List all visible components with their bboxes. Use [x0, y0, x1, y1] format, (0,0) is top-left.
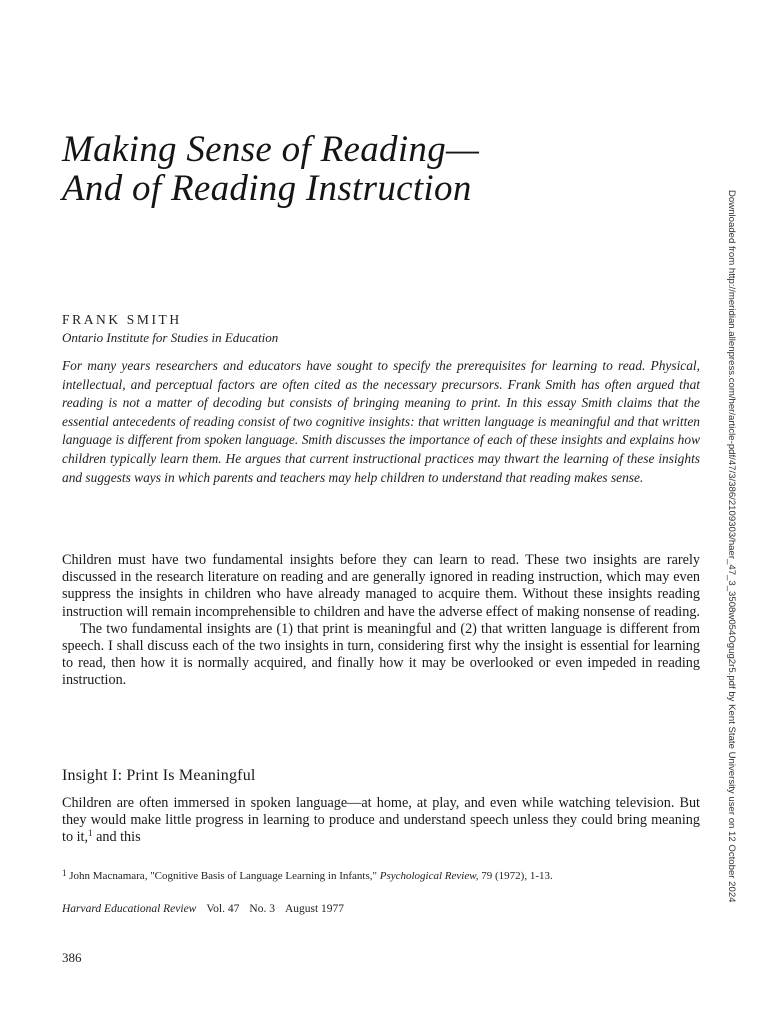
intro-paragraph-2: The two fundamental insights are (1) that print is meaningful and (2) that written language is different from speech. I shall discuss each of the two insights in turn, considering first why the insight is essential for learning to read, then how it is normally acquired, and finally how it may be overlooked or even impeded in reading instruction.: [62, 620, 700, 689]
intro-section: [62, 552, 700, 690]
intro-paragraph-1: Children must have two fundamental insights before they can learn to read. These two insights are rarely discussed in the research literature on reading and are generally ignored in reading instruction, which may even suppress the insights in children who have already managed to acquire them. Without these insights reading instruction will remain incomprehensible to children and have the adverse effect of making nonsense of reading.: [62, 552, 700, 620]
abstract: For many years researchers and educators have sought to specify the prerequisites for learning to read. Physical, intellectual, and perceptual factors are often cited as the necessary precursors. Frank Smith has often argued that reading is not a matter of decoding but consists of bringing meaning to print. In this essay Smith claims that the essential antecedents of reading consist of two cognitive insights: that written language is meaningful and that written language is different from spoken language. Smith discusses the importance of each of these insights and explains how children typically learn them. He argues that current instructional practices may thwart the learning of these insights and suggests ways in which parents and teachers may help children to understand that reading makes sense.: [62, 358, 700, 485]
section-1-text-tail: and this: [92, 829, 141, 846]
title-line-2: And of Reading Instruction: [62, 168, 472, 209]
section-1-text: Children are often immersed in spoken language—at home, at play, and even while watching television. But they would make little progress in learning to produce and understand speech unless they could bring meaning to it,: [62, 795, 700, 846]
footnote-number: 1: [62, 868, 67, 878]
section-1-paragraph-1: [62, 795, 700, 847]
journal-issue: No. 3: [249, 903, 275, 915]
download-watermark: Downloaded from http://meridian.allenpress.com/her/article-pdf/47/3/386/2109303/haer_47_3_3508w054Ogug2r5.pdf by Kent State University user on 12 October 2024: [726, 190, 737, 903]
journal-line: [62, 903, 344, 915]
section-1-body: [62, 795, 700, 847]
footnote-citation: 79 (1972), 1-13.: [478, 870, 553, 882]
title-line-1: Making Sense of Reading—: [62, 129, 480, 170]
article-title: [62, 130, 479, 208]
page-number: 386: [62, 950, 82, 965]
section-heading: Insight I: Print Is Meaningful: [62, 767, 256, 784]
author-affiliation: Ontario Institute for Studies in Education: [62, 330, 279, 345]
author-name: FRANK SMITH: [62, 312, 182, 327]
journal-name: Harvard Educational Review: [62, 903, 197, 915]
footnote: [62, 866, 700, 884]
footnote-journal: Psychological Review,: [379, 870, 479, 882]
journal-date: August 1977: [284, 903, 345, 915]
footnote-reference[interactable]: 1: [88, 828, 93, 839]
footnote-text: John Macnamara, "Cognitive Basis of Language Learning in Infants,": [66, 870, 380, 882]
journal-volume: Vol. 47: [206, 903, 240, 915]
